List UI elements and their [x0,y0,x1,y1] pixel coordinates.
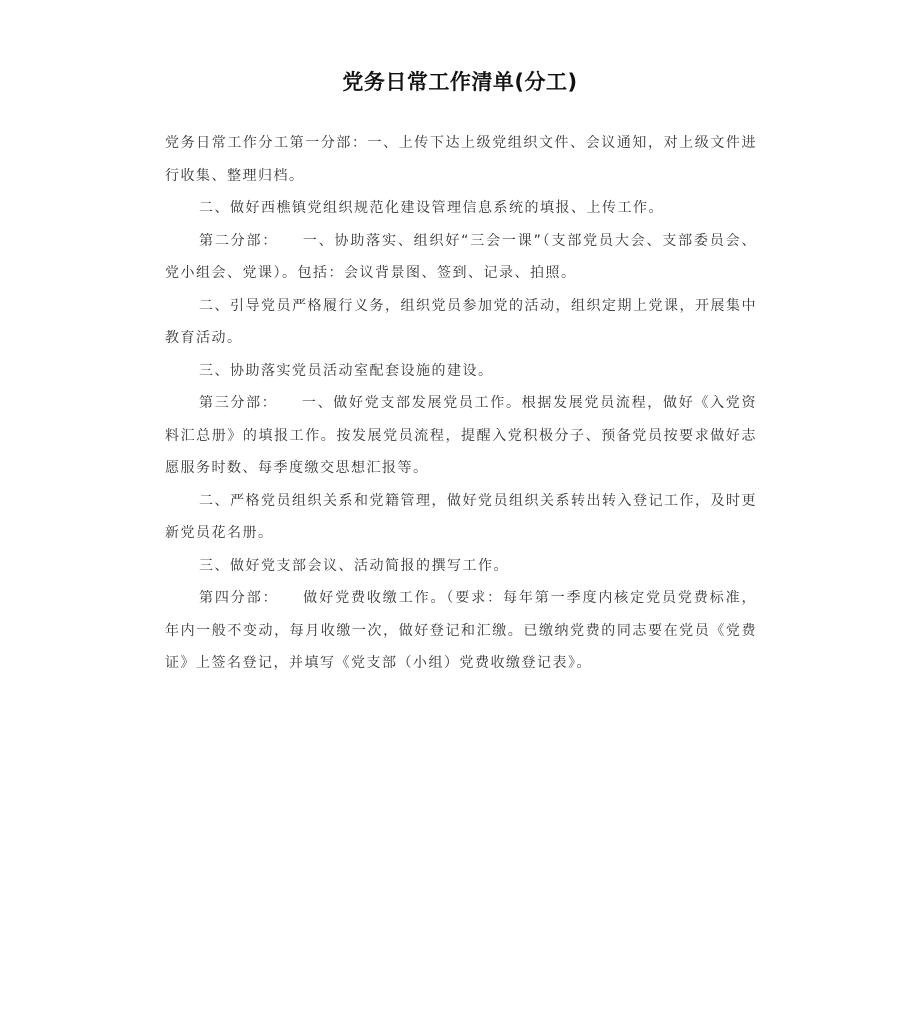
document-body [165,127,757,680]
paragraph-7: 二、严格党员组织关系和党籍管理，做好党员组织关系转出转入登记工作，及时更新党员花名册。 [165,492,757,541]
document-title: 党务日常工作清单(分工) [342,70,578,94]
paragraph-3: 第二分部： 一、协助落实、组织好“三会一课”（支部党员大会、支部委员会、党小组会、党课）。包括：会议背景图、签到、记录、拍照。 [165,232,757,281]
paragraph-6: 第三分部： 一、做好党支部发展党员工作。根据发展党员流程，做好《入党资料汇总册》的填报工作。按发展党员流程，提醒入党积极分子、预备党员按要求做好志愿服务时数、每季度缴交思想汇报等。 [165,395,757,476]
paragraph-9: 第四分部： 做好党费收缴工作。（要求：每年第一季度内核定党员党费标准，年内一般不变动，每月收缴一次，做好登记和汇缴。已缴纳党费的同志要在党员《党费证》上签名登记，并填写《党支部（小组）党费收缴登记表》。 [165,590,757,671]
paragraph-2: 二、做好西樵镇党组织规范化建设管理信息系统的填报、上传工作。 [199,200,664,216]
paragraph-5: 三、协助落实党员活动室配套设施的建设。 [199,362,494,379]
paragraph-1: 党务日常工作分工第一分部：一、上传下达上级党组织文件、会议通知，对上级文件进行收集、整理归档。 [165,135,757,184]
paragraph-8: 三、做好党支部会议、活动简报的撰写工作。 [199,557,509,574]
paragraph-4: 二、引导党员严格履行义务，组织党员参加党的活动，组织定期上党课，开展集中教育活动。 [165,297,757,346]
